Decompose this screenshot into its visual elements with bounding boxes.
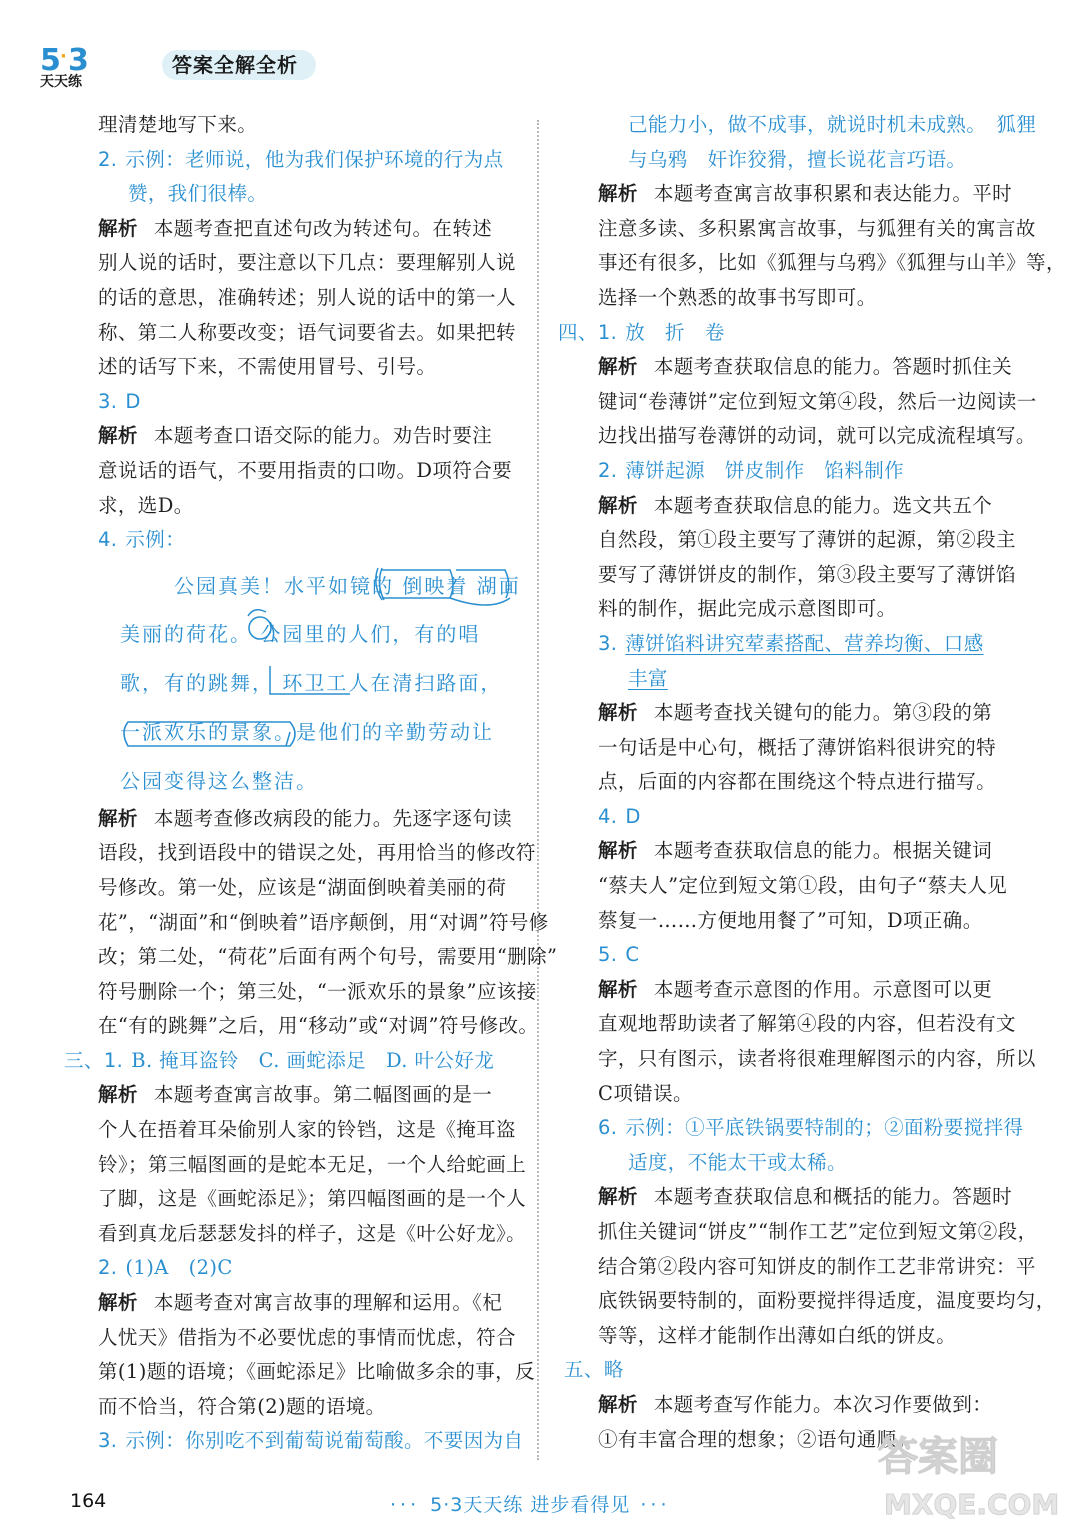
analysis-label: 解析: [598, 977, 638, 1001]
analysis-text: ①有丰富合理的想象；②语句通顺。: [598, 1427, 917, 1451]
analysis-text: 料的制作，据此完成示意图即可。: [598, 597, 897, 621]
analysis-text: 边找出描写卷薄饼的动词，就可以完成流程填写。: [598, 424, 1036, 448]
answer-text: D: [125, 389, 141, 413]
item-number: 2.: [98, 1256, 118, 1280]
answer-text: 薄饼馅料讲究荤素搭配、营养均衡、口感: [625, 631, 984, 655]
analysis-text: 选择一个熟悉的故事书写即可。: [598, 285, 877, 309]
answer-item: [558, 1353, 1028, 1388]
analysis-text: 本题考查获取信息和概括的能力。答题时: [653, 1185, 1013, 1209]
svg-text:答案圈: 答案圈: [878, 1434, 998, 1480]
slogan-text: 5·3天天练 进步看得见: [430, 1494, 631, 1516]
analysis-text: 本题考查寓言故事积累和表达能力。平时: [653, 182, 1013, 206]
handwritten-line: 歌，有的跳舞， 环卫工人在清扫路面，: [120, 670, 503, 695]
item-number: 4.: [98, 528, 118, 552]
analysis-text: 改；第二处，“荷花”后面有两个句号，需要用“删除”: [98, 945, 558, 969]
analysis-text: 点，后面的内容都在围绕这个特点进行描写。: [598, 770, 997, 794]
answer-text: 与乌鸦 奸诈狡猾，擅长说花言巧语。: [628, 147, 967, 171]
analysis-line: [558, 834, 1028, 869]
answer-text: 示例：: [125, 528, 186, 552]
answer-text: 放 折 卷: [625, 320, 725, 344]
analysis-text: “蔡夫人”定位到短文第①段，由句子“蔡夫人见: [598, 874, 1008, 898]
analysis-text: 本题考查获取信息的能力。选文共五个: [653, 493, 993, 517]
analysis-line: [58, 1286, 524, 1321]
analysis-text: 了脚，这是《画蛇添足》；第四幅图画的是一个人: [98, 1187, 527, 1211]
analysis-text: 本题考查找关键句的能力。第③段的第: [653, 701, 993, 725]
answer-item: [558, 316, 1028, 351]
analysis-text: 结合第②段内容可知饼皮的制作工艺非常讲究：平: [598, 1254, 1036, 1278]
answer-item: [558, 627, 1028, 662]
analysis-label: 解析: [598, 1392, 638, 1416]
analysis-label: 解析: [598, 839, 638, 863]
analysis-text: 本题考查获取信息的能力。答题时抓住关: [653, 355, 1013, 379]
analysis-line: [558, 973, 1028, 1008]
svg-text:天天练: 天天练: [40, 74, 82, 90]
analysis-text: 蔡复一……方便地用餐了”可知，D项正确。: [598, 908, 983, 932]
analysis-text: 述的话写下来，不需使用冒号、引号。: [98, 355, 437, 379]
analysis-text: 个人在捂着耳朵偷别人家的铃铛，这是《掩耳盗: [98, 1118, 516, 1142]
analysis-text: 注意多读、多积累寓言故事，与狐狸有关的寓言故: [598, 216, 1036, 240]
analysis-text: 意说话的语气，不要用指责的口吻。D项符合要: [98, 458, 513, 482]
answer-item: [558, 938, 1028, 973]
analysis-label: 解析: [98, 216, 138, 240]
analysis-text: 要写了薄饼饼皮的制作，第③段主要写了薄饼馅: [598, 562, 1016, 586]
text-line: 理清楚地写下来。: [98, 113, 258, 136]
analysis-label: 解析: [598, 1185, 638, 1209]
answer-item: [58, 385, 524, 420]
analysis-label: 解析: [598, 182, 638, 206]
footer-slogan: [380, 1490, 681, 1517]
svg-text:·: ·: [60, 46, 67, 67]
item-number: 2.: [598, 458, 618, 482]
analysis-text: 看到真龙后瑟瑟发抖的样子，这是《叶公好龙》。: [98, 1221, 527, 1245]
analysis-text: 本题考查寓言故事。第二幅图画的是一: [153, 1083, 493, 1107]
item-number: 3.: [98, 1429, 118, 1453]
analysis-text: 花”，“湖面”和“倒映着”语序颠倒，用“对调”符号修: [98, 910, 549, 934]
handwritten-line: 一派欢乐的景象。是他们的辛勤劳动让: [120, 719, 494, 744]
brand-logo: [38, 40, 120, 88]
answer-text: 示例：老师说，他为我们保护环境的行为点: [125, 147, 504, 171]
item-number: 4.: [598, 804, 618, 828]
answer-text: 示例：①平底铁锅要特制的；②面粉要搅拌得: [625, 1116, 1024, 1140]
item-number: 5.: [598, 943, 618, 967]
answer-item: [558, 800, 1028, 835]
answer-text: C: [625, 943, 640, 967]
analysis-line: [558, 1180, 1028, 1215]
analysis-text: 别人说的话时，要注意以下几点：要理解别人说: [98, 251, 516, 275]
answer-item: [558, 454, 1028, 489]
handwritten-correction: [120, 562, 524, 802]
analysis-line: [558, 696, 1028, 731]
analysis-text: 人忧天》借指为不必要忧虑的事情而忧虑，符合: [98, 1325, 516, 1349]
analysis-text: 底铁锅要特制的，面粉要搅拌得适度，温度要均匀，: [598, 1289, 1056, 1313]
handwritten-line: 公园真美！水平如镜的 倒映着 湖面: [174, 573, 521, 598]
analysis-text: 称、第二人称要改变；语气词要省去。如果把转: [98, 320, 516, 344]
analysis-text: 本题考查获取信息的能力。根据关键词: [653, 839, 993, 863]
analysis-line: [558, 177, 1028, 212]
page-number: 164: [70, 1490, 107, 1512]
answer-item: [58, 1044, 524, 1079]
answer-text: 略: [603, 1358, 624, 1382]
analysis-text: 一句话是中心句，概括了薄饼馅料很讲究的特: [598, 735, 997, 759]
answer-text: (1)A (2)C: [125, 1256, 233, 1280]
section-label: 三、: [64, 1048, 104, 1072]
answer-item: [558, 1111, 1028, 1146]
handwritten-line: 美丽的荷花。 公园里的人们，有的唱: [120, 621, 481, 646]
answer-text: 示例：你别吃不到葡萄说葡萄酸。不要因为自: [125, 1429, 524, 1453]
item-number: 1.: [597, 320, 618, 344]
analysis-text: 在“有的跳舞”之后，用“移动”或“对调”符号修改。: [98, 1014, 539, 1038]
analysis-line: [558, 350, 1028, 385]
analysis-text: 求，选D。: [98, 493, 194, 517]
analysis-line: [558, 489, 1028, 524]
answer-text: 薄饼起源 饼皮制作 馅料制作: [625, 458, 905, 482]
answer-item: [58, 523, 524, 558]
column-divider: [537, 120, 539, 1460]
answer-text: B. 掩耳盗铃 C. 画蛇添足 D. 叶公好龙: [131, 1048, 495, 1072]
analysis-text: 直观地帮助读者了解第④段的内容，但若没有文: [598, 1012, 1016, 1036]
svg-text:MXQE.COM: MXQE.COM: [884, 1488, 1060, 1521]
svg-text:5: 5: [40, 43, 61, 78]
analysis-text: 自然段，第①段主要写了薄饼的起源，第②段主: [598, 528, 1016, 552]
section-label: 四、: [558, 320, 598, 344]
section-label: 五、: [564, 1358, 604, 1382]
left-column: [58, 108, 558, 1459]
analysis-label: 解析: [98, 1083, 138, 1107]
answer-text: 赞，我们很棒。: [128, 182, 268, 206]
analysis-text: 事还有很多，比如《狐狸与乌鸦》《狐狸与山羊》等，: [598, 251, 1066, 275]
analysis-text: 本题考查把直述句改为转述句。在转述: [153, 216, 493, 240]
page-header: [38, 40, 338, 90]
watermark-logo: [870, 1418, 1060, 1528]
answer-item: [58, 1424, 524, 1459]
analysis-line: [58, 212, 524, 247]
analysis-label: 解析: [98, 806, 138, 830]
analysis-text: 的话的意思，准确转述；别人说的话中的第一人: [98, 285, 516, 309]
analysis-line: [58, 802, 524, 837]
answer-text: [558, 662, 1028, 697]
answer-item: [58, 1251, 524, 1286]
decor-dots: ···: [640, 1494, 671, 1516]
analysis-text: 第(1)题的语境；《画蛇添足》比喻做多余的事，反: [98, 1360, 535, 1384]
analysis-text: 本题考查对寓言故事的理解和运用。《杞: [153, 1291, 503, 1315]
analysis-text: 符号删除一个；第三处，“一派欢乐的景象”应该接: [98, 979, 537, 1003]
analysis-line: [58, 419, 524, 454]
analysis-text: 语段，找到语段中的错误之处，再用恰当的修改符: [98, 841, 536, 865]
analysis-text: 键词“卷薄饼”定位到短文第④段，然后一边阅读一: [598, 389, 1037, 413]
answer-text-underlined: 丰富: [628, 666, 668, 690]
item-number: 3.: [98, 389, 118, 413]
answer-text: 己能力小，做不成事，就说时机未成熟。 狐狸: [628, 113, 1037, 136]
decor-dots: ···: [390, 1494, 421, 1516]
analysis-text: 号修改。第一处，应该是“湖面倒映着美丽的荷: [98, 875, 507, 899]
item-number: 3.: [598, 631, 618, 655]
header-title: 答案全解全析: [162, 50, 316, 80]
analysis-text: 本题考查写作能力。本次习作要做到：: [653, 1392, 993, 1416]
item-number: 1.: [103, 1048, 124, 1072]
handwritten-line: 公园变得这么整洁。: [120, 768, 318, 793]
analysis-text: 而不恰当，符合第(2)题的语境。: [98, 1394, 386, 1418]
analysis-text: 抓住关键词“饼皮”“制作工艺”定位到短文第②段，: [598, 1220, 1038, 1243]
analysis-text: 铃》；第三幅图画的是蛇本无足，一个人给蛇画上: [98, 1152, 527, 1176]
answer-text: D: [625, 804, 641, 828]
svg-text:3: 3: [68, 43, 89, 78]
correction-marks: [120, 562, 520, 802]
analysis-label: 解析: [98, 1291, 138, 1315]
item-number: 6.: [598, 1116, 618, 1140]
analysis-label: 解析: [98, 424, 138, 448]
analysis-label: 解析: [598, 701, 638, 725]
answer-text: 适度，不能太干或太稀。: [628, 1150, 847, 1174]
answer-item: [58, 143, 524, 178]
analysis-line: [58, 1078, 524, 1113]
analysis-text: 字，只有图示，读者将很难理解图示的内容，所以: [598, 1047, 1036, 1071]
analysis-text: 本题考查口语交际的能力。劝告时要注: [153, 424, 493, 448]
analysis-text: C项错误。: [598, 1081, 693, 1105]
analysis-text: 等等，这样才能制作出薄如白纸的饼皮。: [598, 1323, 957, 1347]
analysis-label: 解析: [598, 355, 638, 379]
right-column: [558, 108, 1066, 1457]
analysis-text: 本题考查修改病段的能力。先逐字逐句读: [153, 806, 513, 830]
item-number: 2.: [98, 147, 118, 171]
analysis-label: 解析: [598, 493, 638, 517]
analysis-text: 本题考查示意图的作用。示意图可以更: [653, 977, 993, 1001]
